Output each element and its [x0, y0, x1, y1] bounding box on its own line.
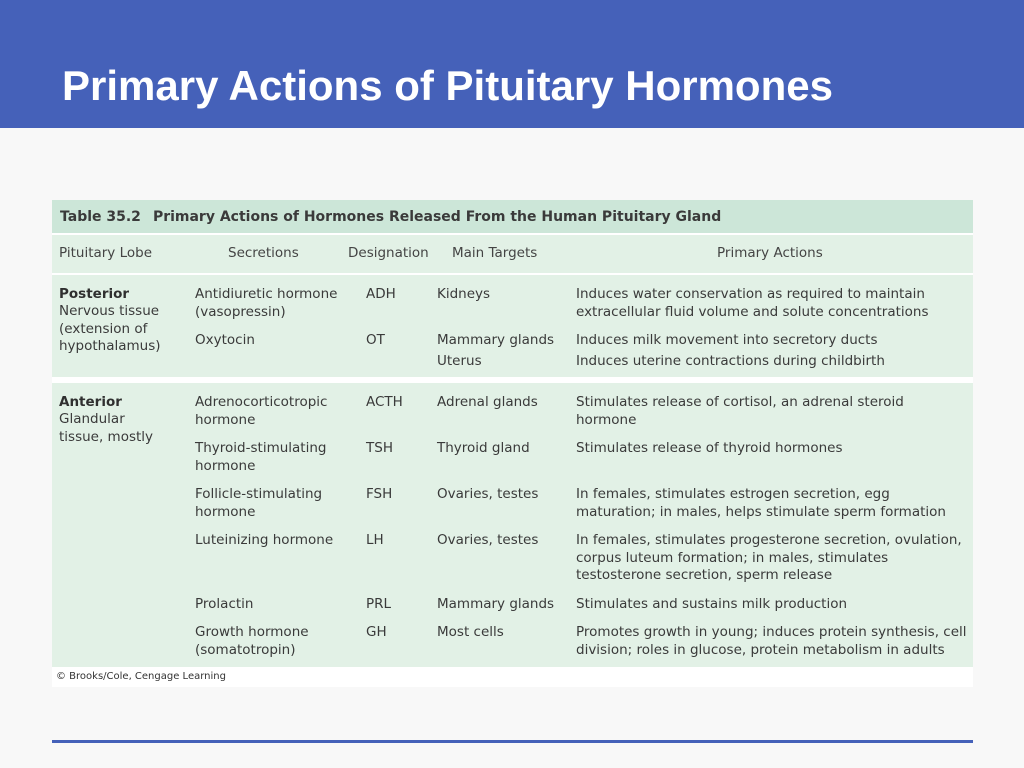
secretion-cell: Thyroid-stimulating hormone: [195, 440, 327, 474]
secretion-cell: Antidiuretic hormone (vasopressin): [195, 286, 338, 320]
hormone-table: [52, 200, 973, 687]
secretion-cell: Adrenocorticotropic hormone: [195, 394, 328, 428]
designation-cell: GH: [366, 624, 387, 640]
target-cell: Ovaries, testes: [437, 532, 539, 548]
target-cell: Most cells: [437, 624, 504, 640]
designation-cell: ACTH: [366, 394, 403, 410]
title-bar: [0, 0, 1024, 128]
posterior-section: [52, 275, 973, 377]
target-cell: Mammary glands: [437, 332, 555, 348]
target-cell: Ovaries, testes: [437, 486, 539, 502]
table-caption: [52, 200, 973, 233]
designation-cell: LH: [366, 532, 384, 548]
header-main-targets: Main Targets: [452, 245, 538, 261]
action-cell: In females, stimulates estrogen secretion, egg maturation; in males, helps stimulate sperm formation: [576, 486, 946, 520]
header-secretions: Secretions: [228, 245, 299, 261]
slide-title: Primary Actions of Pituitary Hormones: [62, 62, 833, 109]
action-cell: Stimulates and sustains milk production: [576, 596, 848, 612]
secretion-cell: Oxytocin: [195, 332, 255, 348]
secretion-cell: Luteinizing hormone: [195, 532, 334, 548]
bottom-rule: [52, 740, 973, 743]
designation-cell: TSH: [366, 440, 393, 456]
target-cell: Mammary glands: [437, 596, 555, 612]
action-cell: In females, stimulates progesterone secretion, ovulation, corpus luteum formation; in males, stimulates testosterone secretion, sperm release: [576, 532, 962, 583]
lobe-name: Posterior: [59, 286, 130, 302]
lobe-description: Nervous tissue (extension of hypothalamus): [59, 303, 161, 354]
action-cell: Promotes growth in young; induces protein synthesis, cell division; roles in glucose, protein metabolism in adults: [576, 624, 967, 658]
designation-cell: FSH: [366, 486, 393, 502]
header-designation: Designation: [348, 245, 429, 261]
lobe-name: Anterior: [59, 394, 122, 410]
designation-cell: ADH: [366, 286, 396, 302]
action-cell: Stimulates release of cortisol, an adrenal steroid hormone: [576, 394, 904, 428]
action-cell: Stimulates release of thyroid hormones: [576, 440, 843, 456]
lobe-description: Glandular tissue, mostly: [59, 411, 154, 445]
copyright-credit: © Brooks/Cole, Cengage Learning: [52, 667, 973, 687]
header-primary-actions: Primary Actions: [717, 245, 823, 261]
target-cell: Thyroid gland: [437, 440, 530, 456]
designation-cell: PRL: [366, 596, 392, 612]
secretion-cell: Follicle-stimulating hormone: [195, 486, 323, 520]
target-cell: Kidneys: [437, 286, 491, 302]
header-pituitary-lobe: Pituitary Lobe: [59, 245, 153, 261]
table-number: Table 35.2: [60, 208, 141, 225]
action-cell: Induces water conservation as required to maintain extracellular fluid volume and solute concentrations: [576, 286, 929, 320]
action-cell: Induces uterine contractions during childbirth: [576, 353, 885, 369]
designation-cell: OT: [366, 332, 385, 348]
target-cell: Uterus: [437, 353, 482, 369]
secretion-cell: Prolactin: [195, 596, 254, 612]
table-caption-text: Primary Actions of Hormones Released From the Human Pituitary Gland: [152, 208, 722, 225]
anterior-section: [52, 383, 973, 667]
target-cell: Adrenal glands: [437, 394, 538, 410]
action-cell: Induces milk movement into secretory ducts: [576, 332, 878, 348]
secretion-cell: Growth hormone (somatotropin): [195, 624, 309, 658]
table-header-row: [52, 235, 973, 273]
